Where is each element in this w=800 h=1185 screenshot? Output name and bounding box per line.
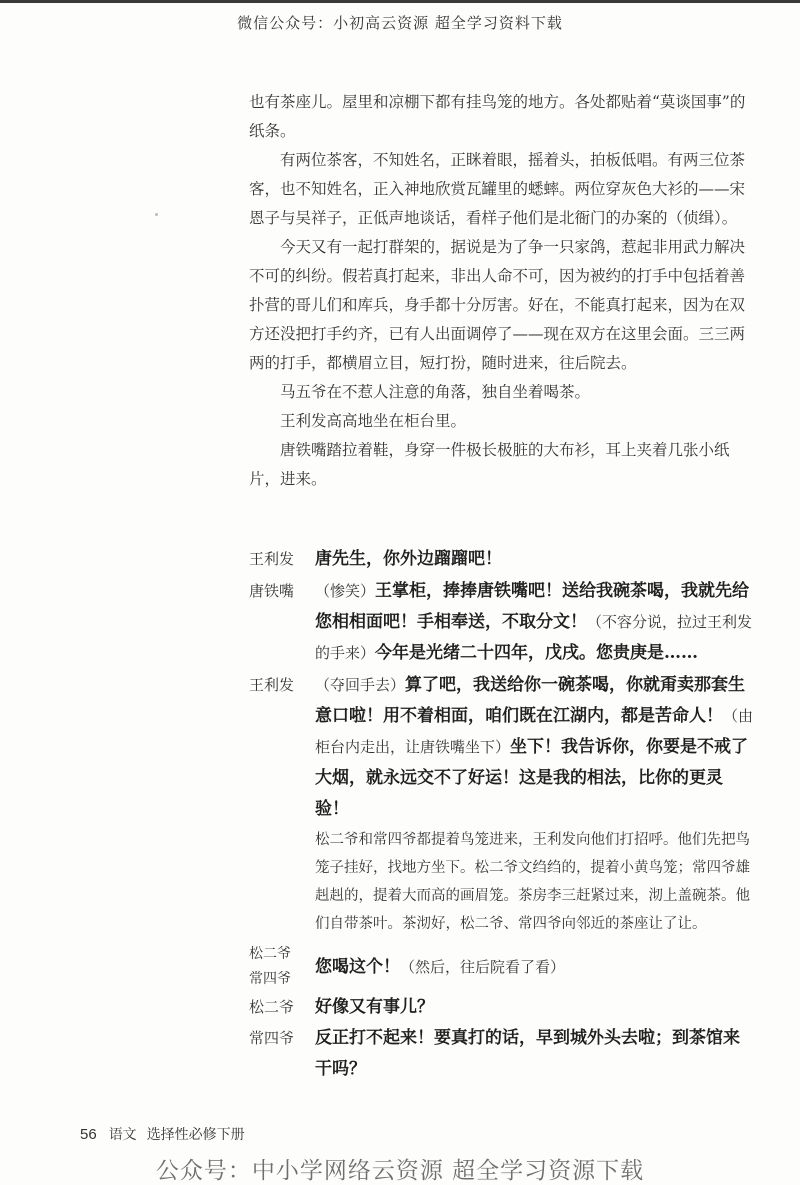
stage-direction: （惨笑）: [315, 582, 376, 600]
page-number: 56: [80, 1126, 97, 1143]
dialogue-line: [249, 670, 754, 825]
speaker-name: 松二爷: [249, 946, 291, 962]
narration-paragraph: 有两位茶客，不知姓名，正眯着眼，摇着头，拍板低唱。有两三位茶客，也不知姓名，正入神地欣赏瓦罐里的蟋蟀。两位穿灰色大衫的——宋恩子与吴祥子，正低声地谈话，看样子他们是北衙门的办案的（侦缉）。: [249, 151, 746, 227]
narration-paragraph: 王利发高高地坐在柜台里。: [280, 412, 467, 430]
narration-block: [249, 88, 749, 494]
speaker-name: 常四爷: [249, 1029, 295, 1047]
dialogue-line: [249, 576, 754, 669]
page-header: 微信公众号：小初高云资源 超全学习资料下载: [237, 14, 563, 32]
top-rule: [0, 0, 800, 3]
speech-text: 坐下！我告诉你，你要是不戒了大烟，就永远交不了好运！这是我的相法，比你的更灵验！: [315, 737, 749, 819]
narration-paragraph: 唐铁嘴踏拉着鞋，身穿一件极长极脏的大布衫，耳上夹着几张小纸片，进来。: [249, 441, 730, 488]
watermark: 公众号：中小学网络云资源 超全学习资源下载: [155, 1158, 645, 1184]
dialogue-block: [249, 544, 754, 1085]
stage-direction: （不容分说，拉过王利发的手来）: [315, 613, 753, 662]
speech-text: 反正打不起来！要真打的话，早到城外头去啦；到茶馆来干吗？: [315, 1028, 740, 1079]
speech-text: 您喝这个！: [315, 957, 400, 977]
speaker-name: 常四爷: [249, 971, 291, 987]
narration-paragraph: 也有茶座儿。屋里和凉棚下都有挂鸟笼的地方。各处都贴着“莫谈国事”的纸条。: [249, 93, 746, 140]
stage-direction: （由柜台内走出，让唐铁嘴坐下）: [315, 707, 754, 756]
speech-text: 好像又有事儿？: [315, 997, 434, 1017]
scan-speck: [155, 213, 158, 216]
speaker-name: 王利发: [249, 676, 295, 694]
narration-paragraph: 今天又有一起打群架的，据说是为了争一只家鸽，惹起非用武力解决不可的纠纷。假若真打起来，非出人命不可，因为被约的打手中包括着善扑营的哥儿们和库兵，身手都十分厉害。好在，不能真打起来，因为在双方还没把打手约齐，已有人出面调停了——现在双方在这里会面。三三两两的打手，都横眉立目，短打扮，随时进来，往后院去。: [249, 238, 746, 372]
dialogue-line: [249, 1023, 754, 1085]
stage-direction: （夺回手去）: [315, 676, 406, 694]
dialogue-line-duo: [249, 942, 754, 992]
speaker-name: 唐铁嘴: [249, 582, 295, 600]
volume-label: 选择性必修下册: [146, 1127, 245, 1143]
speaker-name: 王利发: [249, 550, 295, 568]
subject-label: 语文: [108, 1127, 137, 1143]
speech-text: 唐先生，你外边蹓蹓吧！: [315, 549, 502, 569]
page-footer: [80, 1124, 245, 1144]
speech-text: 王掌柜，捧捧唐铁嘴吧！送给我碗茶喝，我就先给您相相面吧！手相奉送，不取分文！: [315, 581, 750, 632]
speech-text: 算了吧，我送给你一碗茶喝，你就甭卖那套生意口啦！用不着相面，咱们既在江湖内，都是苦命人！: [315, 675, 746, 726]
speech-text: 今年是光绪二十四年，戊戌。您贵庚是……: [375, 643, 699, 663]
dialogue-line: [249, 992, 754, 1023]
speaker-name: 松二爷: [249, 998, 295, 1016]
dialogue-line: [249, 544, 754, 575]
narration-paragraph: 马五爷在不惹人注意的角落，独自坐着喝茶。: [280, 383, 591, 401]
stage-direction: （然后，往后院看了看）: [400, 958, 566, 976]
stage-direction-paragraph: 松二爷和常四爷都提着鸟笼进来，王利发向他们打招呼。他们先把鸟笼子挂好，找地方坐下。松二爷文绉绉的，提着小黄鸟笼；常四爷雄赳赳的，提着大而高的画眉笼。茶房李三赶紧过来，沏上盖碗茶。他们自带茶叶。茶沏好，松二爷、常四爷向邻近的茶座让了让。: [315, 832, 750, 932]
